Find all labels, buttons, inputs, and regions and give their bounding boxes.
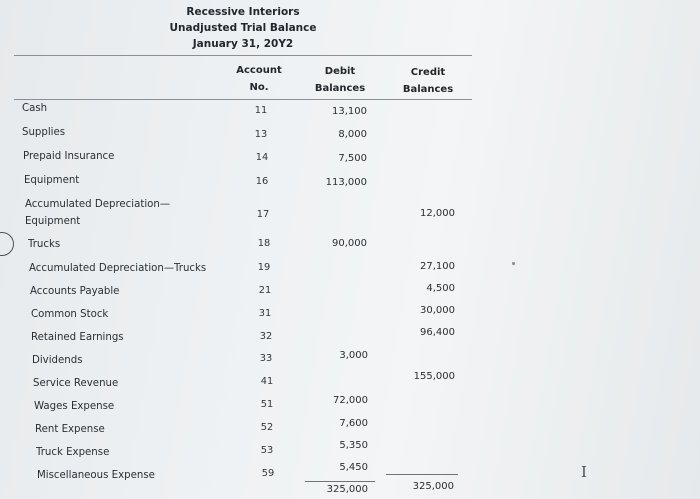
account-name: Miscellaneous Expense: [37, 470, 155, 481]
account-number: 33: [259, 353, 273, 364]
debit-balance: 5,450: [339, 462, 368, 473]
text-cursor-icon: I: [581, 463, 587, 481]
credit-balance: 27,100: [420, 261, 455, 272]
debit-header: Debit Balances: [314, 66, 366, 94]
account-number: 32: [259, 331, 273, 342]
account-name: Truck Expense: [36, 447, 110, 458]
account-number: 41: [260, 376, 274, 387]
account-name: Common Stock: [31, 309, 109, 320]
debit-balance: 5,350: [339, 440, 368, 451]
account-number: 11: [254, 105, 268, 116]
account-number: 16: [255, 176, 269, 187]
account-name: Trucks: [28, 239, 61, 250]
debit-balance: 7,600: [339, 418, 368, 429]
account-number: 18: [257, 238, 271, 249]
credit-balance: 30,000: [420, 305, 455, 316]
account-name: Prepaid Insurance: [23, 151, 115, 162]
company-name: Recessive Interiors: [186, 6, 300, 18]
debit-total-rule: [305, 481, 375, 482]
selection-circle: [0, 232, 14, 256]
account-number: 21: [258, 285, 272, 296]
account-number: 17: [256, 209, 270, 220]
debit-balance: 72,000: [333, 395, 368, 406]
debit-total: 325,000: [326, 484, 368, 495]
statement-header: [158, 4, 328, 52]
account-number: 59: [261, 468, 275, 479]
credit-balance: 12,000: [420, 208, 455, 219]
account-name: Accounts Payable: [30, 286, 120, 297]
account-name: Accumulated Depreciation—Trucks: [29, 263, 207, 274]
statement-title: Unadjusted Trial Balance: [169, 22, 317, 34]
account-number: 53: [260, 445, 274, 456]
debit-balance: 3,000: [339, 350, 368, 361]
account-number: 31: [258, 308, 272, 319]
account-name: Service Revenue: [33, 378, 119, 389]
debit-balance: 90,000: [332, 238, 367, 249]
credit-balance: 4,500: [426, 283, 455, 294]
credit-header: Credit Balances: [402, 67, 454, 95]
account-name: Rent Expense: [35, 424, 105, 435]
account-name: Wages Expense: [34, 401, 115, 412]
account-number: 52: [260, 422, 274, 433]
column-header-rule: [14, 99, 472, 100]
credit-balance: 96,400: [420, 327, 455, 338]
debit-balance: 113,000: [325, 177, 367, 188]
account-name: Supplies: [22, 127, 66, 138]
account-name: Retained Earnings: [31, 332, 124, 343]
debit-balance: 7,500: [338, 153, 367, 164]
credit-total: 325,000: [412, 481, 454, 492]
header-rule: [14, 55, 472, 56]
credit-balance: 155,000: [413, 371, 455, 382]
account-no-header: Account No.: [236, 65, 282, 93]
account-number: 19: [257, 262, 271, 273]
account-name: Equipment: [24, 175, 80, 186]
account-number: 14: [255, 152, 269, 163]
account-name: Dividends: [32, 355, 83, 366]
account-number: 13: [254, 129, 268, 140]
account-name: Accumulated Depreciation—: [25, 199, 171, 210]
credit-total-rule: [386, 474, 458, 475]
account-name: Cash: [22, 103, 48, 114]
stray-mark: [512, 262, 515, 265]
statement-date: January 31, 20Y2: [192, 38, 294, 50]
debit-balance: 8,000: [338, 129, 367, 140]
account-number: 51: [260, 399, 274, 410]
account-name-line2: Equipment: [25, 216, 81, 227]
debit-balance: 13,100: [332, 106, 367, 117]
